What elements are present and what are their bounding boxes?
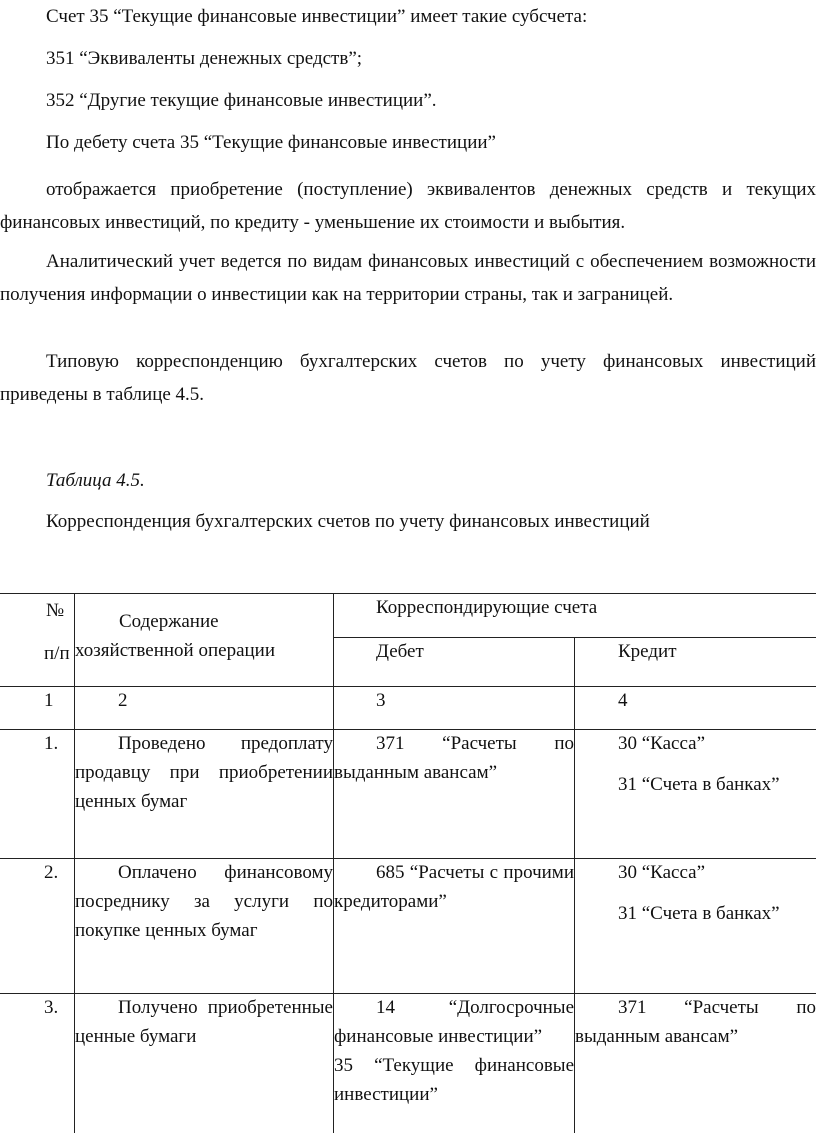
index-cell-3: 3 — [376, 690, 386, 711]
row-3-debit — [334, 993, 574, 1109]
row-2-credit-2: 31 “Счета в банках” — [618, 903, 780, 924]
row-2-credit-1: 30 “Касса” — [618, 862, 706, 883]
table-title: Корреспонденция бухгалтерских счетов по учету финансовых инвестиций — [46, 511, 650, 532]
row-2-num: 2. — [44, 862, 59, 883]
paragraph-subaccount-351: 351 “Эквиваленты денежных средств”; — [46, 48, 363, 69]
header-credit: Кредит — [618, 641, 677, 662]
row-2-content: Оплачено финансовому посреднику за услуги по покупке ценных бумаг — [75, 862, 333, 941]
index-cell-4: 4 — [618, 690, 628, 711]
header-num: № — [46, 600, 65, 621]
row-3-debit-1: 14 “Долгосрочные финансовые инвестиции” — [334, 997, 574, 1047]
row-1-num: 1. — [44, 733, 59, 754]
paragraph-debit-description: отображается приобретение (поступление) эквивалентов денежных средств и текущих финансовых инвестиций, по кредиту - уменьшение их стоимости и выбытия. — [0, 179, 816, 233]
row-2-debit: 685 “Расчеты с прочими кредиторами” — [334, 862, 574, 912]
paragraph-subaccounts-intro: Счет 35 “Текущие финансовые инвестиции” имеет такие субсчета: — [46, 6, 588, 27]
paragraph-analytic-accounting: Аналитический учет ведется по видам финансовых инвестиций с обеспечением возможности получения информации о инвестиции как на территории страны, так и заграницей. — [0, 251, 816, 305]
row-3-debit-2: 35 “Текущие финансовые инвестиции” — [334, 1055, 574, 1105]
header-content: Содержание хозяйственной операции — [75, 611, 276, 661]
row-1-credit-2: 31 “Счета в банках” — [618, 774, 780, 795]
paragraph-debit-intro: По дебету счета 35 “Текущие финансовые инвестиции” — [46, 132, 496, 153]
header-num-subtitle: п/п — [44, 643, 70, 664]
paragraph-typical-correspondence: Типовую корреспонденцию бухгалтерских счетов по учету финансовых инвестиций приведены в таблице 4.5. — [0, 351, 816, 405]
header-accounts: Корреспондирующие счета — [376, 597, 598, 618]
row-3-credit-1: 371 “Расчеты по выданным авансам” — [575, 997, 816, 1047]
index-cell-2: 2 — [118, 690, 128, 711]
header-debit: Дебет — [376, 641, 424, 662]
row-1-debit: 371 “Расчеты по выданным авансам” — [334, 733, 574, 783]
table-caption: Таблица 4.5. — [46, 470, 145, 491]
index-cell-1: 1 — [44, 690, 54, 711]
correspondence-table — [0, 593, 816, 1133]
row-1-credit-1: 30 “Касса” — [618, 733, 706, 754]
row-1-content: Проведено предоплату продавцу при приобретении ценных бумаг — [75, 733, 333, 812]
row-3-content: Получено приобретенные ценные бумаги — [75, 997, 333, 1047]
row-3-num: 3. — [44, 997, 59, 1018]
paragraph-subaccount-352: 352 “Другие текущие финансовые инвестиции”. — [46, 90, 437, 111]
